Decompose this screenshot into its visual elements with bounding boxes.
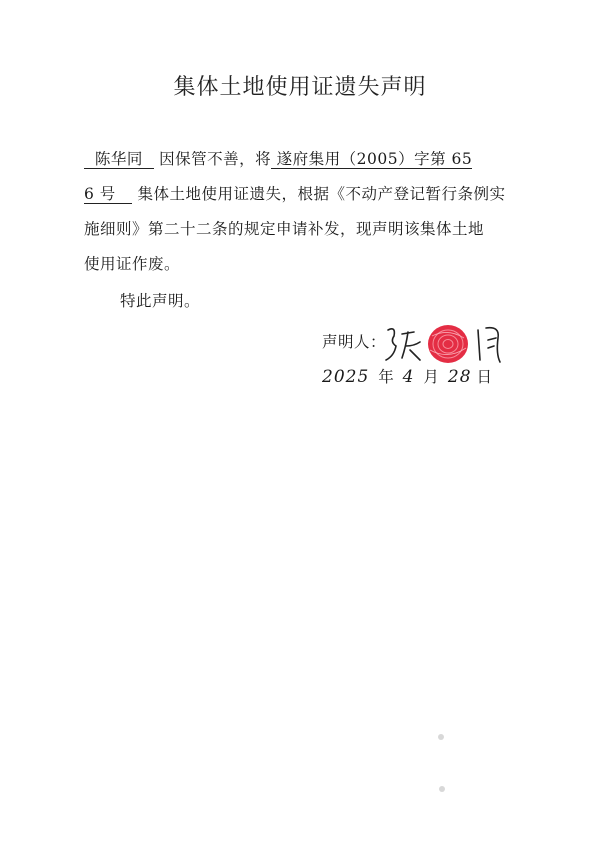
signature-date bbox=[322, 365, 496, 387]
body-line-2 bbox=[84, 177, 506, 212]
body-line-4: 使用证作废。 bbox=[84, 255, 181, 273]
date-month-unit: 月 bbox=[423, 368, 439, 386]
body-text-a: 因保管不善，将 bbox=[159, 150, 272, 168]
closing-remark: 特此声明。 bbox=[120, 292, 201, 310]
declarant-label: 声明人： bbox=[322, 333, 387, 351]
date-day-unit: 日 bbox=[476, 368, 492, 386]
date-year-unit: 年 bbox=[378, 368, 394, 386]
cert-number-suffix-blank bbox=[84, 185, 132, 204]
scan-artifact bbox=[438, 734, 444, 740]
body-line-3: 施细则》第二十二条的规定申请补发，现声明该集体土地 bbox=[84, 220, 485, 238]
date-day: 28 bbox=[447, 367, 472, 387]
scan-artifact bbox=[439, 786, 445, 792]
cert-number-suffix: 6 号 bbox=[84, 185, 116, 203]
body-text-b: 集体土地使用证遗失，根据《不动产登记暂行条例实 bbox=[137, 185, 506, 203]
date-year: 2025 bbox=[322, 367, 370, 387]
cert-number-prefix: 遂府集用（2005）字第 65 bbox=[276, 150, 473, 168]
body-line-1 bbox=[84, 142, 472, 177]
declarant-name: 陈华同 bbox=[94, 150, 143, 168]
cert-number-blank bbox=[271, 150, 472, 169]
name-blank bbox=[84, 150, 154, 169]
document-title: 集体土地使用证遗失声明 bbox=[173, 75, 427, 100]
date-month: 4 bbox=[402, 367, 415, 387]
fingerprint-seal bbox=[428, 325, 468, 363]
